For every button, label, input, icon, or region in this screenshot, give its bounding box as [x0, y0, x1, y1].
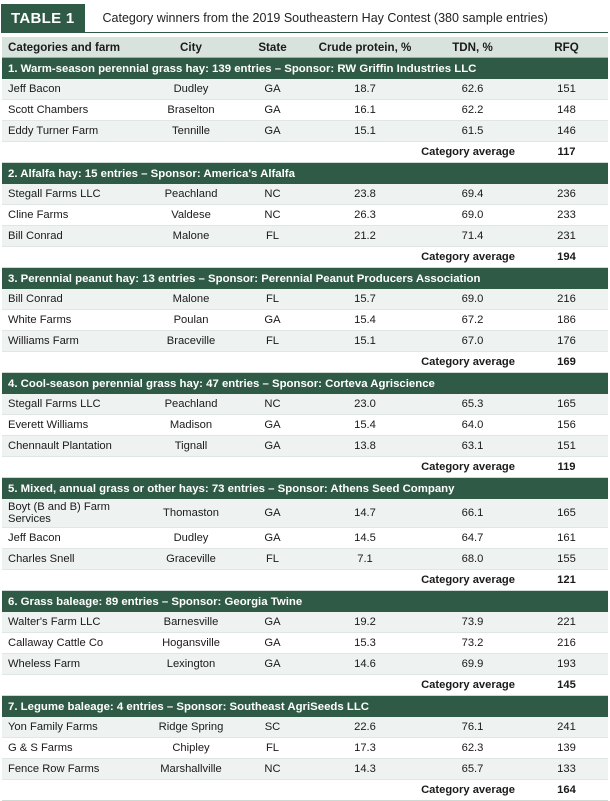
table-body [2, 58, 608, 801]
cell-farm: Bill Conrad [2, 289, 147, 310]
cell-state: GA [235, 79, 310, 100]
cell-city: Ridge Spring [147, 717, 235, 738]
cell-tdn: 67.0 [420, 331, 525, 352]
table-row [2, 79, 608, 100]
cell-rfq: 176 [525, 331, 608, 352]
cell-tdn: 67.2 [420, 310, 525, 331]
cell-rfq: 241 [525, 717, 608, 738]
cell-state: NC [235, 759, 310, 780]
cell-state: GA [235, 436, 310, 457]
cell-city: Peachland [147, 184, 235, 205]
category-header-row [2, 373, 608, 395]
cell-state: GA [235, 528, 310, 549]
cell-city: Thomaston [147, 499, 235, 528]
column-header-rfq: RFQ [525, 37, 608, 58]
category-title: 1. Warm-season perennial grass hay: 139 entries – Sponsor: RW Griffin Industries LLC [2, 58, 608, 80]
category-header-row [2, 696, 608, 718]
cell-crude-protein: 22.6 [310, 717, 420, 738]
cell-city: Graceville [147, 549, 235, 570]
category-average-label: Category average [2, 352, 525, 373]
table-row [2, 654, 608, 675]
table-row [2, 184, 608, 205]
table-row [2, 394, 608, 415]
cell-farm: Yon Family Farms [2, 717, 147, 738]
cell-farm: Williams Farm [2, 331, 147, 352]
cell-rfq: 148 [525, 100, 608, 121]
cell-tdn: 64.0 [420, 415, 525, 436]
cell-city: Valdese [147, 205, 235, 226]
cell-tdn: 61.5 [420, 121, 525, 142]
cell-rfq: 216 [525, 633, 608, 654]
cell-city: Madison [147, 415, 235, 436]
column-header-farm: Categories and farm [2, 37, 147, 58]
cell-rfq: 133 [525, 759, 608, 780]
cell-rfq: 233 [525, 205, 608, 226]
category-average-row [2, 675, 608, 696]
cell-crude-protein: 15.3 [310, 633, 420, 654]
table-tag: TABLE 1 [1, 4, 85, 32]
cell-city: Malone [147, 289, 235, 310]
category-title: 6. Grass baleage: 89 entries – Sponsor: Georgia Twine [2, 591, 608, 613]
cell-city: Poulan [147, 310, 235, 331]
cell-farm: Eddy Turner Farm [2, 121, 147, 142]
category-header-row [2, 58, 608, 80]
cell-crude-protein: 23.8 [310, 184, 420, 205]
cell-crude-protein: 15.1 [310, 121, 420, 142]
cell-tdn: 64.7 [420, 528, 525, 549]
cell-rfq: 236 [525, 184, 608, 205]
cell-farm: Everett Williams [2, 415, 147, 436]
cell-tdn: 76.1 [420, 717, 525, 738]
cell-state: GA [235, 633, 310, 654]
cell-rfq: 139 [525, 738, 608, 759]
cell-city: Dudley [147, 528, 235, 549]
category-average-value: 164 [525, 780, 608, 801]
cell-tdn: 69.0 [420, 289, 525, 310]
cell-crude-protein: 18.7 [310, 79, 420, 100]
table-row [2, 226, 608, 247]
cell-city: Marshallville [147, 759, 235, 780]
cell-crude-protein: 26.3 [310, 205, 420, 226]
cell-state: GA [235, 100, 310, 121]
cell-tdn: 69.0 [420, 205, 525, 226]
cell-crude-protein: 7.1 [310, 549, 420, 570]
cell-tdn: 69.9 [420, 654, 525, 675]
category-average-row [2, 247, 608, 268]
cell-city: Malone [147, 226, 235, 247]
cell-rfq: 155 [525, 549, 608, 570]
category-average-row [2, 142, 608, 163]
cell-rfq: 193 [525, 654, 608, 675]
cell-tdn: 62.2 [420, 100, 525, 121]
cell-crude-protein: 14.7 [310, 499, 420, 528]
table-row [2, 289, 608, 310]
cell-tdn: 73.2 [420, 633, 525, 654]
cell-rfq: 156 [525, 415, 608, 436]
cell-city: Tennille [147, 121, 235, 142]
category-average-row [2, 352, 608, 373]
cell-farm: Wheless Farm [2, 654, 147, 675]
cell-farm: Jeff Bacon [2, 79, 147, 100]
cell-state: GA [235, 612, 310, 633]
table-row [2, 436, 608, 457]
cell-state: FL [235, 226, 310, 247]
cell-crude-protein: 19.2 [310, 612, 420, 633]
cell-tdn: 66.1 [420, 499, 525, 528]
cell-tdn: 69.4 [420, 184, 525, 205]
cell-tdn: 71.4 [420, 226, 525, 247]
category-average-label: Category average [2, 247, 525, 268]
cell-tdn: 62.3 [420, 738, 525, 759]
cell-crude-protein: 13.8 [310, 436, 420, 457]
category-header-row [2, 163, 608, 185]
cell-state: FL [235, 549, 310, 570]
cell-farm: Callaway Cattle Co [2, 633, 147, 654]
cell-farm: White Farms [2, 310, 147, 331]
cell-city: Barnesville [147, 612, 235, 633]
column-header-row [2, 37, 608, 58]
category-average-value: 121 [525, 570, 608, 591]
cell-rfq: 216 [525, 289, 608, 310]
category-average-label: Category average [2, 142, 525, 163]
cell-state: NC [235, 205, 310, 226]
cell-city: Lexington [147, 654, 235, 675]
cell-farm: Stegall Farms LLC [2, 184, 147, 205]
table-row [2, 528, 608, 549]
cell-farm: Chennault Plantation [2, 436, 147, 457]
cell-state: GA [235, 415, 310, 436]
cell-state: GA [235, 310, 310, 331]
cell-state: FL [235, 289, 310, 310]
category-average-value: 117 [525, 142, 608, 163]
hay-contest-table [2, 37, 608, 801]
category-title: 3. Perennial peanut hay: 13 entries – Sponsor: Perennial Peanut Producers Association [2, 268, 608, 290]
cell-farm: G & S Farms [2, 738, 147, 759]
cell-farm: Bill Conrad [2, 226, 147, 247]
table-row [2, 331, 608, 352]
table-row [2, 205, 608, 226]
cell-rfq: 165 [525, 499, 608, 528]
cell-tdn: 65.7 [420, 759, 525, 780]
table-row [2, 612, 608, 633]
cell-state: NC [235, 184, 310, 205]
cell-state: FL [235, 738, 310, 759]
category-header-row [2, 268, 608, 290]
cell-farm: Stegall Farms LLC [2, 394, 147, 415]
cell-farm: Walter's Farm LLC [2, 612, 147, 633]
column-header-city: City [147, 37, 235, 58]
cell-rfq: 146 [525, 121, 608, 142]
column-header-tdn: TDN, % [420, 37, 525, 58]
table-row [2, 633, 608, 654]
cell-farm: Charles Snell [2, 549, 147, 570]
table-row [2, 549, 608, 570]
cell-tdn: 65.3 [420, 394, 525, 415]
cell-crude-protein: 21.2 [310, 226, 420, 247]
cell-farm: Boyt (B and B) Farm Services [2, 499, 147, 528]
category-average-label: Category average [2, 570, 525, 591]
cell-crude-protein: 23.0 [310, 394, 420, 415]
table-caption: Category winners from the 2019 Southeastern Hay Contest (380 sample entries) [102, 11, 548, 25]
cell-farm: Cline Farms [2, 205, 147, 226]
cell-state: NC [235, 394, 310, 415]
cell-crude-protein: 15.1 [310, 331, 420, 352]
category-title: 7. Legume baleage: 4 entries – Sponsor: Southeast AgriSeeds LLC [2, 696, 608, 718]
cell-rfq: 186 [525, 310, 608, 331]
cell-crude-protein: 15.4 [310, 415, 420, 436]
category-average-label: Category average [2, 675, 525, 696]
cell-crude-protein: 14.6 [310, 654, 420, 675]
cell-state: GA [235, 121, 310, 142]
cell-state: GA [235, 499, 310, 528]
cell-city: Tignall [147, 436, 235, 457]
cell-rfq: 151 [525, 79, 608, 100]
cell-tdn: 68.0 [420, 549, 525, 570]
cell-rfq: 161 [525, 528, 608, 549]
category-average-row [2, 457, 608, 478]
table-title-bar [1, 4, 608, 33]
table-row [2, 415, 608, 436]
cell-tdn: 62.6 [420, 79, 525, 100]
cell-tdn: 73.9 [420, 612, 525, 633]
category-average-label: Category average [2, 457, 525, 478]
cell-rfq: 151 [525, 436, 608, 457]
cell-state: SC [235, 717, 310, 738]
category-average-value: 194 [525, 247, 608, 268]
cell-city: Braceville [147, 331, 235, 352]
cell-city: Dudley [147, 79, 235, 100]
cell-farm: Jeff Bacon [2, 528, 147, 549]
category-average-value: 145 [525, 675, 608, 696]
cell-crude-protein: 15.4 [310, 310, 420, 331]
cell-rfq: 231 [525, 226, 608, 247]
cell-tdn: 63.1 [420, 436, 525, 457]
category-average-row [2, 780, 608, 801]
cell-city: Peachland [147, 394, 235, 415]
table-row [2, 310, 608, 331]
category-average-value: 119 [525, 457, 608, 478]
cell-farm: Fence Row Farms [2, 759, 147, 780]
cell-farm: Scott Chambers [2, 100, 147, 121]
cell-rfq: 221 [525, 612, 608, 633]
table-row [2, 121, 608, 142]
category-average-label: Category average [2, 780, 525, 801]
category-average-value: 169 [525, 352, 608, 373]
cell-city: Chipley [147, 738, 235, 759]
column-header-crude-protein: Crude protein, % [310, 37, 420, 58]
cell-crude-protein: 15.7 [310, 289, 420, 310]
table-row [2, 738, 608, 759]
category-title: 4. Cool-season perennial grass hay: 47 entries – Sponsor: Corteva Agriscience [2, 373, 608, 395]
category-title: 5. Mixed, annual grass or other hays: 73 entries – Sponsor: Athens Seed Company [2, 478, 608, 500]
table-row [2, 717, 608, 738]
column-header-state: State [235, 37, 310, 58]
cell-city: Hogansville [147, 633, 235, 654]
cell-rfq: 165 [525, 394, 608, 415]
category-average-row [2, 570, 608, 591]
table-row [2, 499, 608, 528]
cell-crude-protein: 16.1 [310, 100, 420, 121]
cell-crude-protein: 14.5 [310, 528, 420, 549]
cell-state: FL [235, 331, 310, 352]
cell-state: GA [235, 654, 310, 675]
category-header-row [2, 478, 608, 500]
category-header-row [2, 591, 608, 613]
cell-crude-protein: 14.3 [310, 759, 420, 780]
table-row [2, 759, 608, 780]
category-title: 2. Alfalfa hay: 15 entries – Sponsor: America's Alfalfa [2, 163, 608, 185]
table-row [2, 100, 608, 121]
cell-city: Braselton [147, 100, 235, 121]
cell-crude-protein: 17.3 [310, 738, 420, 759]
